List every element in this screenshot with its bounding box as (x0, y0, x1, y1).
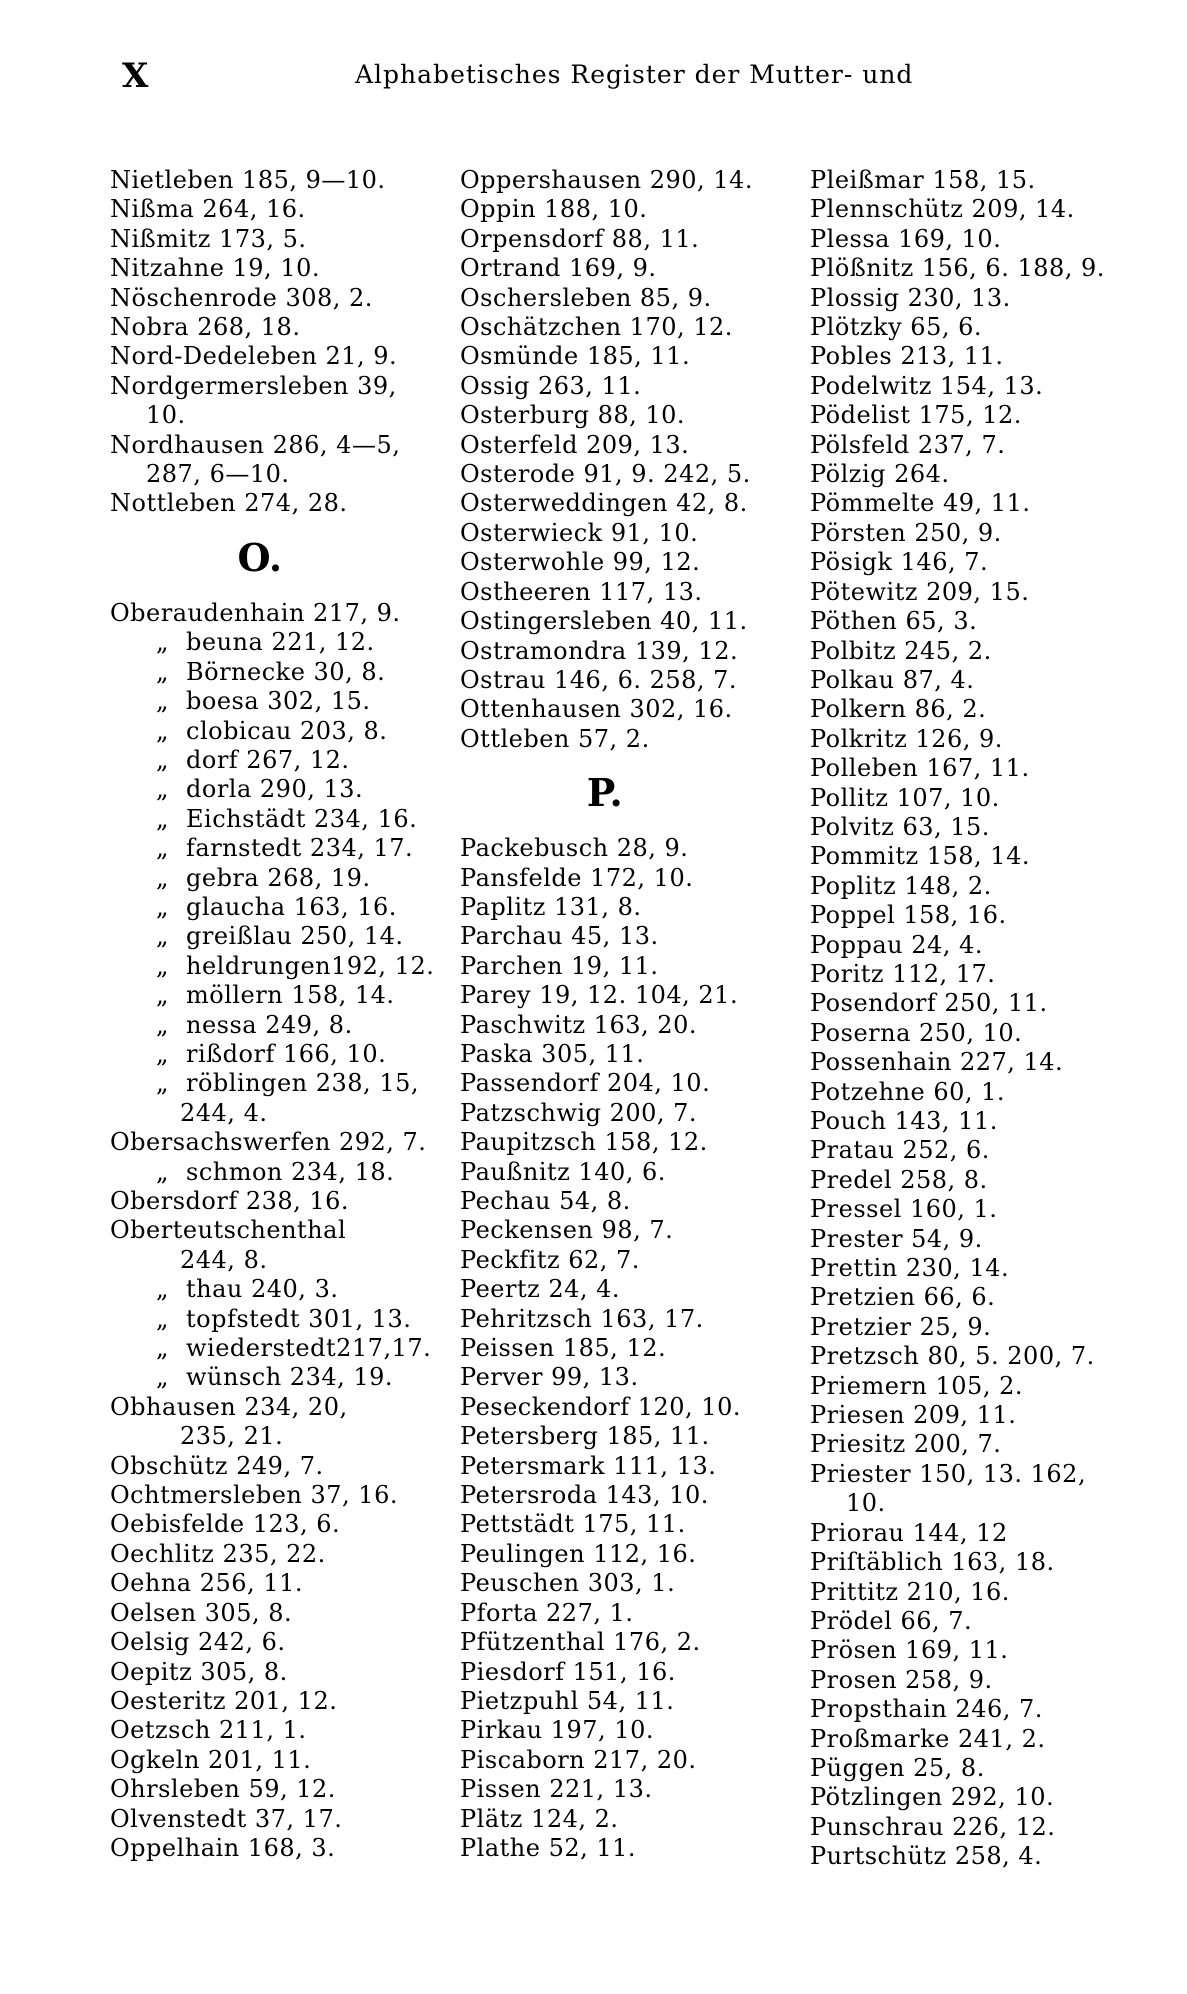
index-entry-sub (110, 1275, 450, 1304)
index-entry: Pölsfeld 237, 7. (810, 430, 1006, 459)
index-entry-sub-text: farnstedt 234, 17. (186, 834, 414, 863)
index-entry: Oppin 188, 10. (460, 195, 648, 224)
index-entry: Podelwitz 154, 13. (810, 371, 1044, 400)
index-entry-sub (110, 1334, 450, 1363)
ditto-mark: „ (156, 1069, 169, 1098)
ditto-mark: „ (156, 745, 169, 774)
index-entry-sub-text: dorla 290, 13. (186, 775, 364, 804)
index-entry: Pressel 160, 1. (810, 1195, 998, 1224)
index-entry: Piscaborn 217, 20. (460, 1745, 697, 1774)
index-entry: Posendorf 250, 11. (810, 989, 1048, 1018)
ditto-mark: „ (156, 981, 169, 1010)
index-entry: Pouch 143, 11. (810, 1107, 998, 1135)
index-entry: Peckfitz 62, 7. (460, 1245, 640, 1274)
index-entry: Pretzsch 80, 5. 200, 7. (810, 1342, 1095, 1371)
index-entry-sub (110, 893, 450, 922)
index-entry-continuation: 10. (146, 401, 186, 430)
index-entry: Osterwohle 99, 12. (460, 548, 701, 577)
index-entry-sub (110, 658, 450, 687)
index-entry: Oschätzchen 170, 12. (460, 313, 733, 342)
index-entry: Obersdorf 238, 16. (110, 1187, 350, 1215)
index-entry: Oelsig 242, 6. (110, 1628, 286, 1657)
index-entry: Obhausen 234, 20, (110, 1392, 348, 1421)
index-entry: Pöthen 65, 3. (810, 607, 978, 636)
index-entry: Pfützenthal 176, 2. (460, 1628, 701, 1657)
index-entry: Plößnitz 156, 6. 188, 9. (810, 254, 1105, 283)
index-entry: Propsthain 246, 7. (810, 1695, 1043, 1724)
index-entry: Polvitz 63, 15. (810, 812, 990, 841)
index-entry: Poppau 24, 4. (810, 930, 983, 959)
index-entry-sub (110, 1040, 450, 1069)
ditto-mark: „ (156, 1157, 169, 1186)
index-entry: Oechlitz 235, 22. (110, 1539, 326, 1568)
section-heading-o: O. (237, 534, 283, 580)
index-entry-sub (110, 687, 450, 716)
index-entry: Obersachswerfen 292, 7. (110, 1128, 427, 1157)
index-entry: Punschrau 226, 12. (810, 1812, 1056, 1841)
ditto-mark: „ (156, 716, 169, 745)
index-entry: Paschwitz 163, 20. (460, 1010, 697, 1039)
index-entry: Peuschen 303, 1. (460, 1569, 676, 1598)
index-entry: Peseckendorf 120, 10. (460, 1392, 741, 1421)
index-entry: Pettstädt 175, 11. (460, 1510, 686, 1539)
index-entry: Ostingersleben 40, 11. (460, 607, 748, 636)
index-entry: Pforta 227, 1. (460, 1598, 634, 1627)
section-heading-p: P. (586, 770, 624, 816)
index-entry-sub-text: greißlau 250, 14. (186, 922, 404, 951)
index-entry-sub-text: röblingen 238, 15, (186, 1069, 419, 1098)
index-entry-sub-text: Börnecke 30, 8. (186, 657, 386, 686)
ditto-mark: „ (156, 1304, 169, 1333)
index-entry: Prösen 169, 11. (810, 1636, 1009, 1665)
page-header (0, 56, 1187, 96)
index-entry: Peckensen 98, 7. (460, 1216, 674, 1245)
index-entry: Plötzky 65, 6. (810, 313, 982, 342)
index-entry: Pechau 54, 8. (460, 1187, 631, 1215)
index-entry: Petersberg 185, 11. (460, 1422, 710, 1451)
column-2 (460, 166, 800, 1863)
index-entry: Pödelist 175, 12. (810, 401, 1022, 430)
index-entry: Nitzahne 19, 10. (110, 254, 320, 283)
index-entry: Possenhain 227, 14. (810, 1048, 1064, 1077)
index-entry: Perver 99, 13. (460, 1363, 639, 1392)
index-entry: Paplitz 131, 8. (460, 892, 642, 921)
index-entry: Purtschütz 258, 4. (810, 1842, 1043, 1871)
index-entry-sub-text: boesa 302, 15. (186, 687, 371, 716)
index-entry: Ossig 263, 11. (460, 371, 642, 400)
index-entry-sub-text: rißdorf 166, 10. (186, 1039, 387, 1068)
index-entry: Pollitz 107, 10. (810, 783, 1000, 812)
index-entry-continuation: 244, 8. (180, 1245, 268, 1274)
ditto-mark: „ (156, 863, 169, 892)
index-entry: Pirkau 197, 10. (460, 1716, 654, 1745)
index-entry: Peulingen 112, 16. (460, 1539, 697, 1568)
index-entry: Oebisfelde 123, 6. (110, 1510, 341, 1539)
page-number: X (122, 56, 151, 96)
index-entry-sub (110, 775, 450, 804)
ditto-mark: „ (156, 775, 169, 804)
index-entry: Pissen 221, 13. (460, 1775, 653, 1804)
index-entry: Prester 54, 9. (810, 1224, 983, 1253)
index-entry-sub-text: heldrungen192, 12. (186, 951, 435, 980)
index-entry-sub (110, 1158, 450, 1187)
index-entry-sub-text: möllern 158, 14. (186, 981, 395, 1010)
index-entry: Ottleben 57, 2. (460, 724, 650, 753)
index-entry: Polkern 86, 2. (810, 695, 987, 724)
index-entry: Pobles 213, 11. (810, 342, 1004, 371)
index-entry: Oschersleben 85, 9. (460, 283, 712, 312)
index-entry: Oelsen 305, 8. (110, 1598, 293, 1627)
index-entry-sub (110, 1069, 450, 1098)
index-entry: Packebusch 28, 9. (460, 834, 689, 863)
index-entry-sub (110, 922, 450, 951)
index-entry: Prödel 66, 7. (810, 1606, 973, 1635)
index-entry: Paska 305, 11. (460, 1039, 645, 1068)
index-entry: Nordhausen 286, 4—5, (110, 430, 401, 459)
index-entry: Ostheeren 117, 13. (460, 577, 703, 606)
index-entry: Nottleben 274, 28. (110, 489, 348, 518)
index-entry: Orpensdorf 88, 11. (460, 224, 700, 253)
index-entry: Ochtmersleben 37, 16. (110, 1481, 398, 1510)
index-entry-sub-text: beuna 221, 12. (186, 628, 375, 657)
index-entry: Ottenhausen 302, 16. (460, 695, 733, 724)
index-entry-sub (110, 1011, 450, 1040)
index-entry-sub-text: dorf 267, 12. (186, 745, 350, 774)
index-entry: Priſtäblich 163, 18. (810, 1548, 1055, 1577)
index-entry: Petersroda 143, 10. (460, 1481, 709, 1510)
index-entry: Patzschwig 200, 7. (460, 1098, 698, 1127)
ditto-mark: „ (156, 628, 169, 657)
index-entry: Nordgermersleben 39, (110, 371, 397, 400)
index-entry: Ostramondra 139, 12. (460, 636, 739, 665)
index-entry: Polkau 87, 4. (810, 665, 975, 694)
index-entry: Priemern 105, 2. (810, 1371, 1023, 1400)
index-entry-sub-text: glaucha 163, 16. (186, 892, 397, 921)
index-entry: Priesen 209, 11. (810, 1401, 1017, 1430)
index-entry: Osterfeld 209, 13. (460, 430, 690, 459)
index-entry-sub-text: wünsch 234, 19. (186, 1363, 394, 1392)
index-entry: Petersmark 111, 13. (460, 1451, 717, 1480)
index-entry: Olvenstedt 37, 17. (110, 1804, 343, 1833)
index-entry: Poppel 158, 16. (810, 901, 1007, 930)
index-entry: Parchau 45, 13. (460, 922, 659, 951)
column-3 (810, 166, 1180, 1872)
index-entry: Pietzpuhl 54, 11. (460, 1686, 675, 1715)
index-entry: Osterburg 88, 10. (460, 401, 686, 430)
index-entry: Proßmarke 241, 2. (810, 1724, 1046, 1753)
ditto-mark: „ (156, 1334, 169, 1363)
running-title: Alphabetisches Register der Mutter- und (355, 60, 914, 89)
index-entry: Ortrand 169, 9. (460, 254, 657, 283)
ditto-mark: „ (156, 687, 169, 716)
index-entry: Parchen 19, 11. (460, 951, 659, 980)
index-entry: Ohrsleben 59, 12. (110, 1775, 336, 1804)
index-entry: Oepitz 305, 8. (110, 1657, 288, 1686)
index-entry: Prettin 230, 14. (810, 1254, 1010, 1283)
ditto-mark: „ (156, 834, 169, 863)
index-entry: Paupitzsch 158, 12. (460, 1128, 708, 1157)
index-entry: Oppershausen 290, 14. (460, 166, 753, 194)
index-entry: Plessa 169, 10. (810, 224, 1002, 253)
index-entry-continuation: 235, 21. (180, 1422, 284, 1451)
index-entry: Polleben 167, 11. (810, 754, 1030, 783)
index-entry: Plennschütz 209, 14. (810, 195, 1075, 224)
index-entry: Pörsten 250, 9. (810, 518, 1002, 547)
index-entry-sub-text: gebra 268, 19. (186, 863, 371, 892)
index-entry: Nord-Dedeleben 21, 9. (110, 342, 398, 371)
index-entry: Pösigk 146, 7. (810, 548, 989, 577)
index-entry: Plätz 124, 2. (460, 1804, 619, 1833)
index-entry-sub (110, 981, 450, 1010)
ditto-mark: „ (156, 657, 169, 686)
index-entry: Polbitz 245, 2. (810, 636, 992, 665)
index-entry: Prittitz 210, 16. (810, 1577, 1010, 1606)
index-entry-sub-text: topfstedt 301, 13. (186, 1304, 412, 1333)
ditto-mark: „ (156, 951, 169, 980)
index-entry-sub-text: wiederstedt217,17. (186, 1334, 432, 1363)
ditto-mark: „ (156, 1275, 169, 1304)
index-entry: Ostrau 146, 6. 258, 7. (460, 665, 738, 694)
ditto-mark: „ (156, 1363, 169, 1392)
index-entry: Nißmitz 173, 5. (110, 224, 307, 253)
index-entry: Osterwieck 91, 10. (460, 518, 699, 547)
index-entry-sub (110, 746, 450, 775)
index-entry: Pömmelte 49, 11. (810, 489, 1031, 518)
index-entry-continuation: 287, 6—10. (146, 460, 290, 489)
index-entry: Obschütz 249, 7. (110, 1451, 324, 1480)
index-entry: Polkritz 126, 9. (810, 724, 1003, 753)
index-entry-sub (110, 1363, 450, 1392)
index-entry-sub (110, 834, 450, 863)
index-entry: Pölzig 264. (810, 460, 950, 489)
index-entry-continuation: 244, 4. (180, 1098, 268, 1127)
ditto-mark: „ (156, 922, 169, 951)
index-entry: Passendorf 204, 10. (460, 1069, 711, 1098)
column-1 (110, 166, 450, 1863)
index-entry: Predel 258, 8. (810, 1165, 988, 1194)
index-entry: Pretzier 25, 9. (810, 1312, 992, 1341)
index-entry: Peissen 185, 12. (460, 1334, 667, 1363)
index-entry-sub (110, 628, 450, 657)
index-entry: Peertz 24, 4. (460, 1275, 621, 1304)
index-entry: Priorau 144, 12 (810, 1518, 1008, 1547)
index-entry: Priester 150, 13. 162, (810, 1459, 1087, 1488)
index-entry: Poplitz 148, 2. (810, 871, 992, 900)
index-entry: Oberteutschenthal (110, 1216, 347, 1245)
index-entry: Plathe 52, 11. (460, 1833, 637, 1862)
index-entry: Nißma 264, 16. (110, 195, 306, 224)
index-entry: Pötzlingen 292, 10. (810, 1783, 1055, 1812)
index-entry: Osterweddingen 42, 8. (460, 489, 748, 518)
index-entry-sub (110, 717, 450, 746)
index-entry: Plossig 230, 13. (810, 283, 1011, 312)
ditto-mark: „ (156, 1010, 169, 1039)
index-entry: Oberaudenhain 217, 9. (110, 598, 401, 627)
index-entry: Pansfelde 172, 10. (460, 863, 694, 892)
index-entry: Nobra 268, 18. (110, 313, 301, 342)
index-entry: Pehritzsch 163, 17. (460, 1304, 704, 1333)
index-entry: Poserna 250, 10. (810, 1018, 1023, 1047)
index-entry-sub-text: nessa 249, 8. (186, 1010, 353, 1039)
index-entry-sub-text: thau 240, 3. (186, 1275, 339, 1304)
index-entry: Osterode 91, 9. 242, 5. (460, 460, 751, 489)
index-entry: Oehna 256, 11. (110, 1569, 303, 1598)
index-entry: Pötewitz 209, 15. (810, 577, 1030, 606)
index-entry: Paußnitz 140, 6. (460, 1157, 666, 1186)
index-entry-continuation: 10. (846, 1489, 886, 1518)
index-entry-sub (110, 805, 450, 834)
index-entry-sub (110, 1305, 450, 1334)
index-entry-sub (110, 864, 450, 893)
index-entry: Prosen 258, 9. (810, 1665, 993, 1694)
ditto-mark: „ (156, 1039, 169, 1068)
index-entry: Poritz 112, 17. (810, 959, 996, 988)
index-entry: Piesdorf 151, 16. (460, 1657, 676, 1686)
index-entry: Nöschenrode 308, 2. (110, 283, 373, 312)
index-entry: Potzehne 60, 1. (810, 1077, 1006, 1106)
index-entry: Oetzsch 211, 1. (110, 1716, 307, 1745)
index-entry-sub (110, 952, 450, 981)
index-entry: Nietleben 185, 9—10. (110, 166, 386, 194)
index-entry: Pommitz 158, 14. (810, 842, 1030, 871)
index-entry: Pleißmar 158, 15. (810, 166, 1036, 194)
index-entry: Osmünde 185, 11. (460, 342, 691, 371)
index-entry: Oppelhain 168, 3. (110, 1833, 336, 1862)
index-entry: Pretzien 66, 6. (810, 1283, 996, 1312)
index-entry-sub-text: clobicau 203, 8. (186, 716, 388, 745)
ditto-mark: „ (156, 804, 169, 833)
index-entry-sub-text: schmon 234, 18. (186, 1157, 395, 1186)
index-entry: Parey 19, 12. 104, 21. (460, 981, 739, 1010)
index-entry-sub-text: Eichstädt 234, 16. (186, 804, 418, 833)
index-entry: Priesitz 200, 7. (810, 1430, 1002, 1459)
index-entry: Ogkeln 201, 11. (110, 1745, 312, 1774)
index-entry: Oesteritz 201, 12. (110, 1686, 338, 1715)
ditto-mark: „ (156, 892, 169, 921)
index-entry: Püggen 25, 8. (810, 1753, 985, 1782)
index-entry: Pratau 252, 6. (810, 1136, 990, 1165)
